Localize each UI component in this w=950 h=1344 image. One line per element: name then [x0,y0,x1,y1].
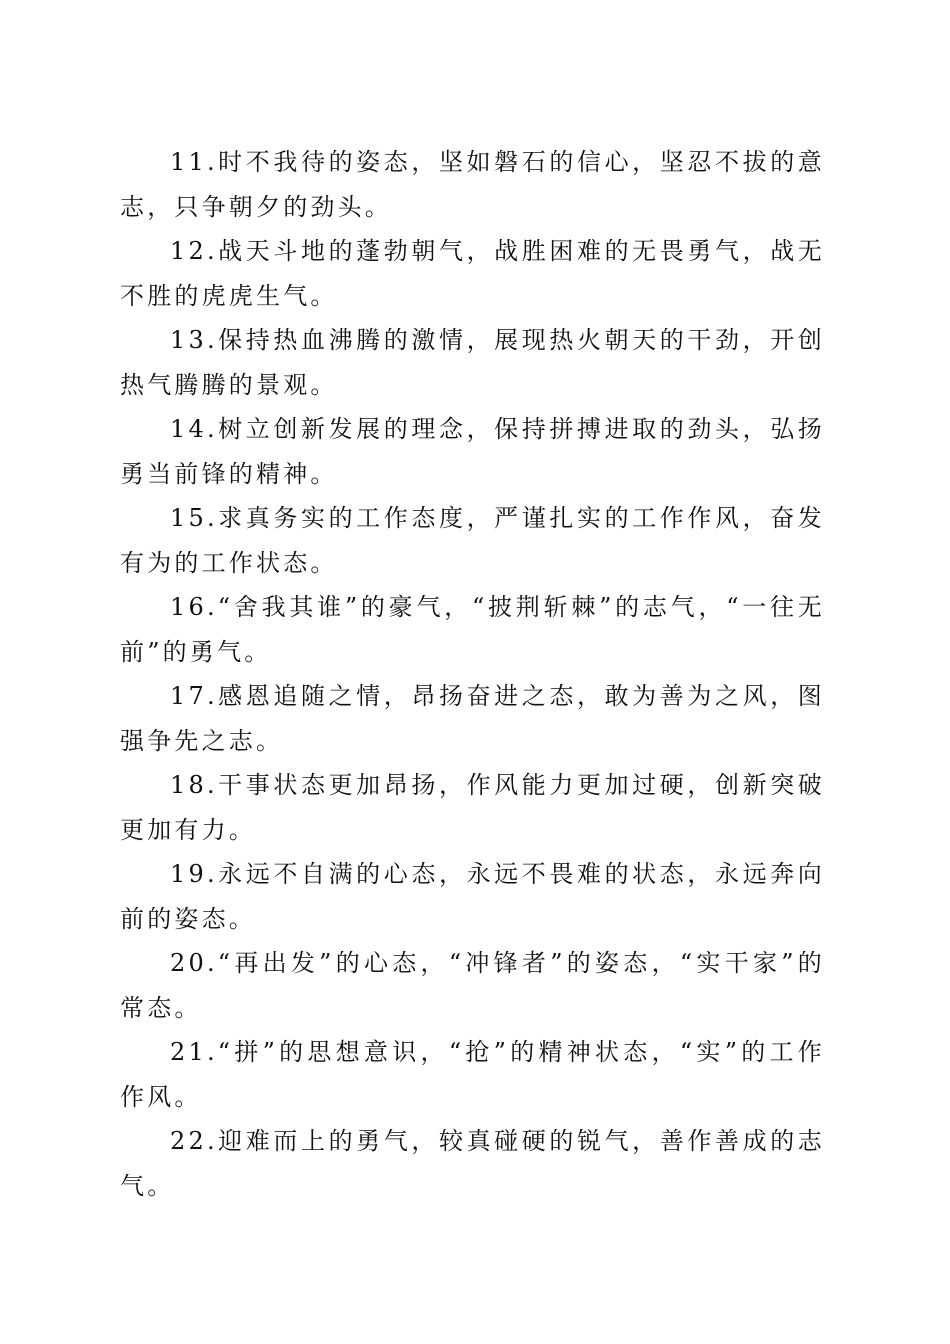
paragraph-19: 19.永远不自满的心态，永远不畏难的状态，永远奔向前的姿态。 [120,860,825,933]
paragraph-18: 18.干事状态更加昂扬，作风能力更加过硬，创新突破更加有力。 [120,771,825,844]
paragraph-14: 14.树立创新发展的理念，保持拼搏进取的劲头，弘扬勇当前锋的精神。 [120,415,825,488]
paragraph-17: 17.感恩追随之情，昂扬奋进之态，敢为善为之风，图强争先之志。 [120,682,825,755]
paragraph-21: 21.“拼”的思想意识，“抢”的精神状态，“实”的工作作风。 [120,1038,825,1111]
paragraph-12: 12.战天斗地的蓬勃朝气，战胜困难的无畏勇气，战无不胜的虎虎生气。 [120,237,825,310]
paragraph-16: 16.“舍我其谁”的豪气，“披荆斩棘”的志气，“一往无前”的勇气。 [120,593,825,666]
paragraph-11: 11.时不我待的姿态，坚如磐石的信心，坚忍不拔的意志，只争朝夕的劲头。 [120,148,825,221]
paragraph-22: 22.迎难而上的勇气，较真碰硬的锐气，善作善成的志气。 [120,1127,825,1200]
document-body [120,140,825,1208]
paragraph-13: 13.保持热血沸腾的激情，展现热火朝天的干劲，开创热气腾腾的景观。 [120,326,825,399]
paragraph-15: 15.求真务实的工作态度，严谨扎实的工作作风，奋发有为的工作状态。 [120,504,825,577]
paragraph-20: 20.“再出发”的心态，“冲锋者”的姿态，“实干家”的常态。 [120,949,825,1022]
